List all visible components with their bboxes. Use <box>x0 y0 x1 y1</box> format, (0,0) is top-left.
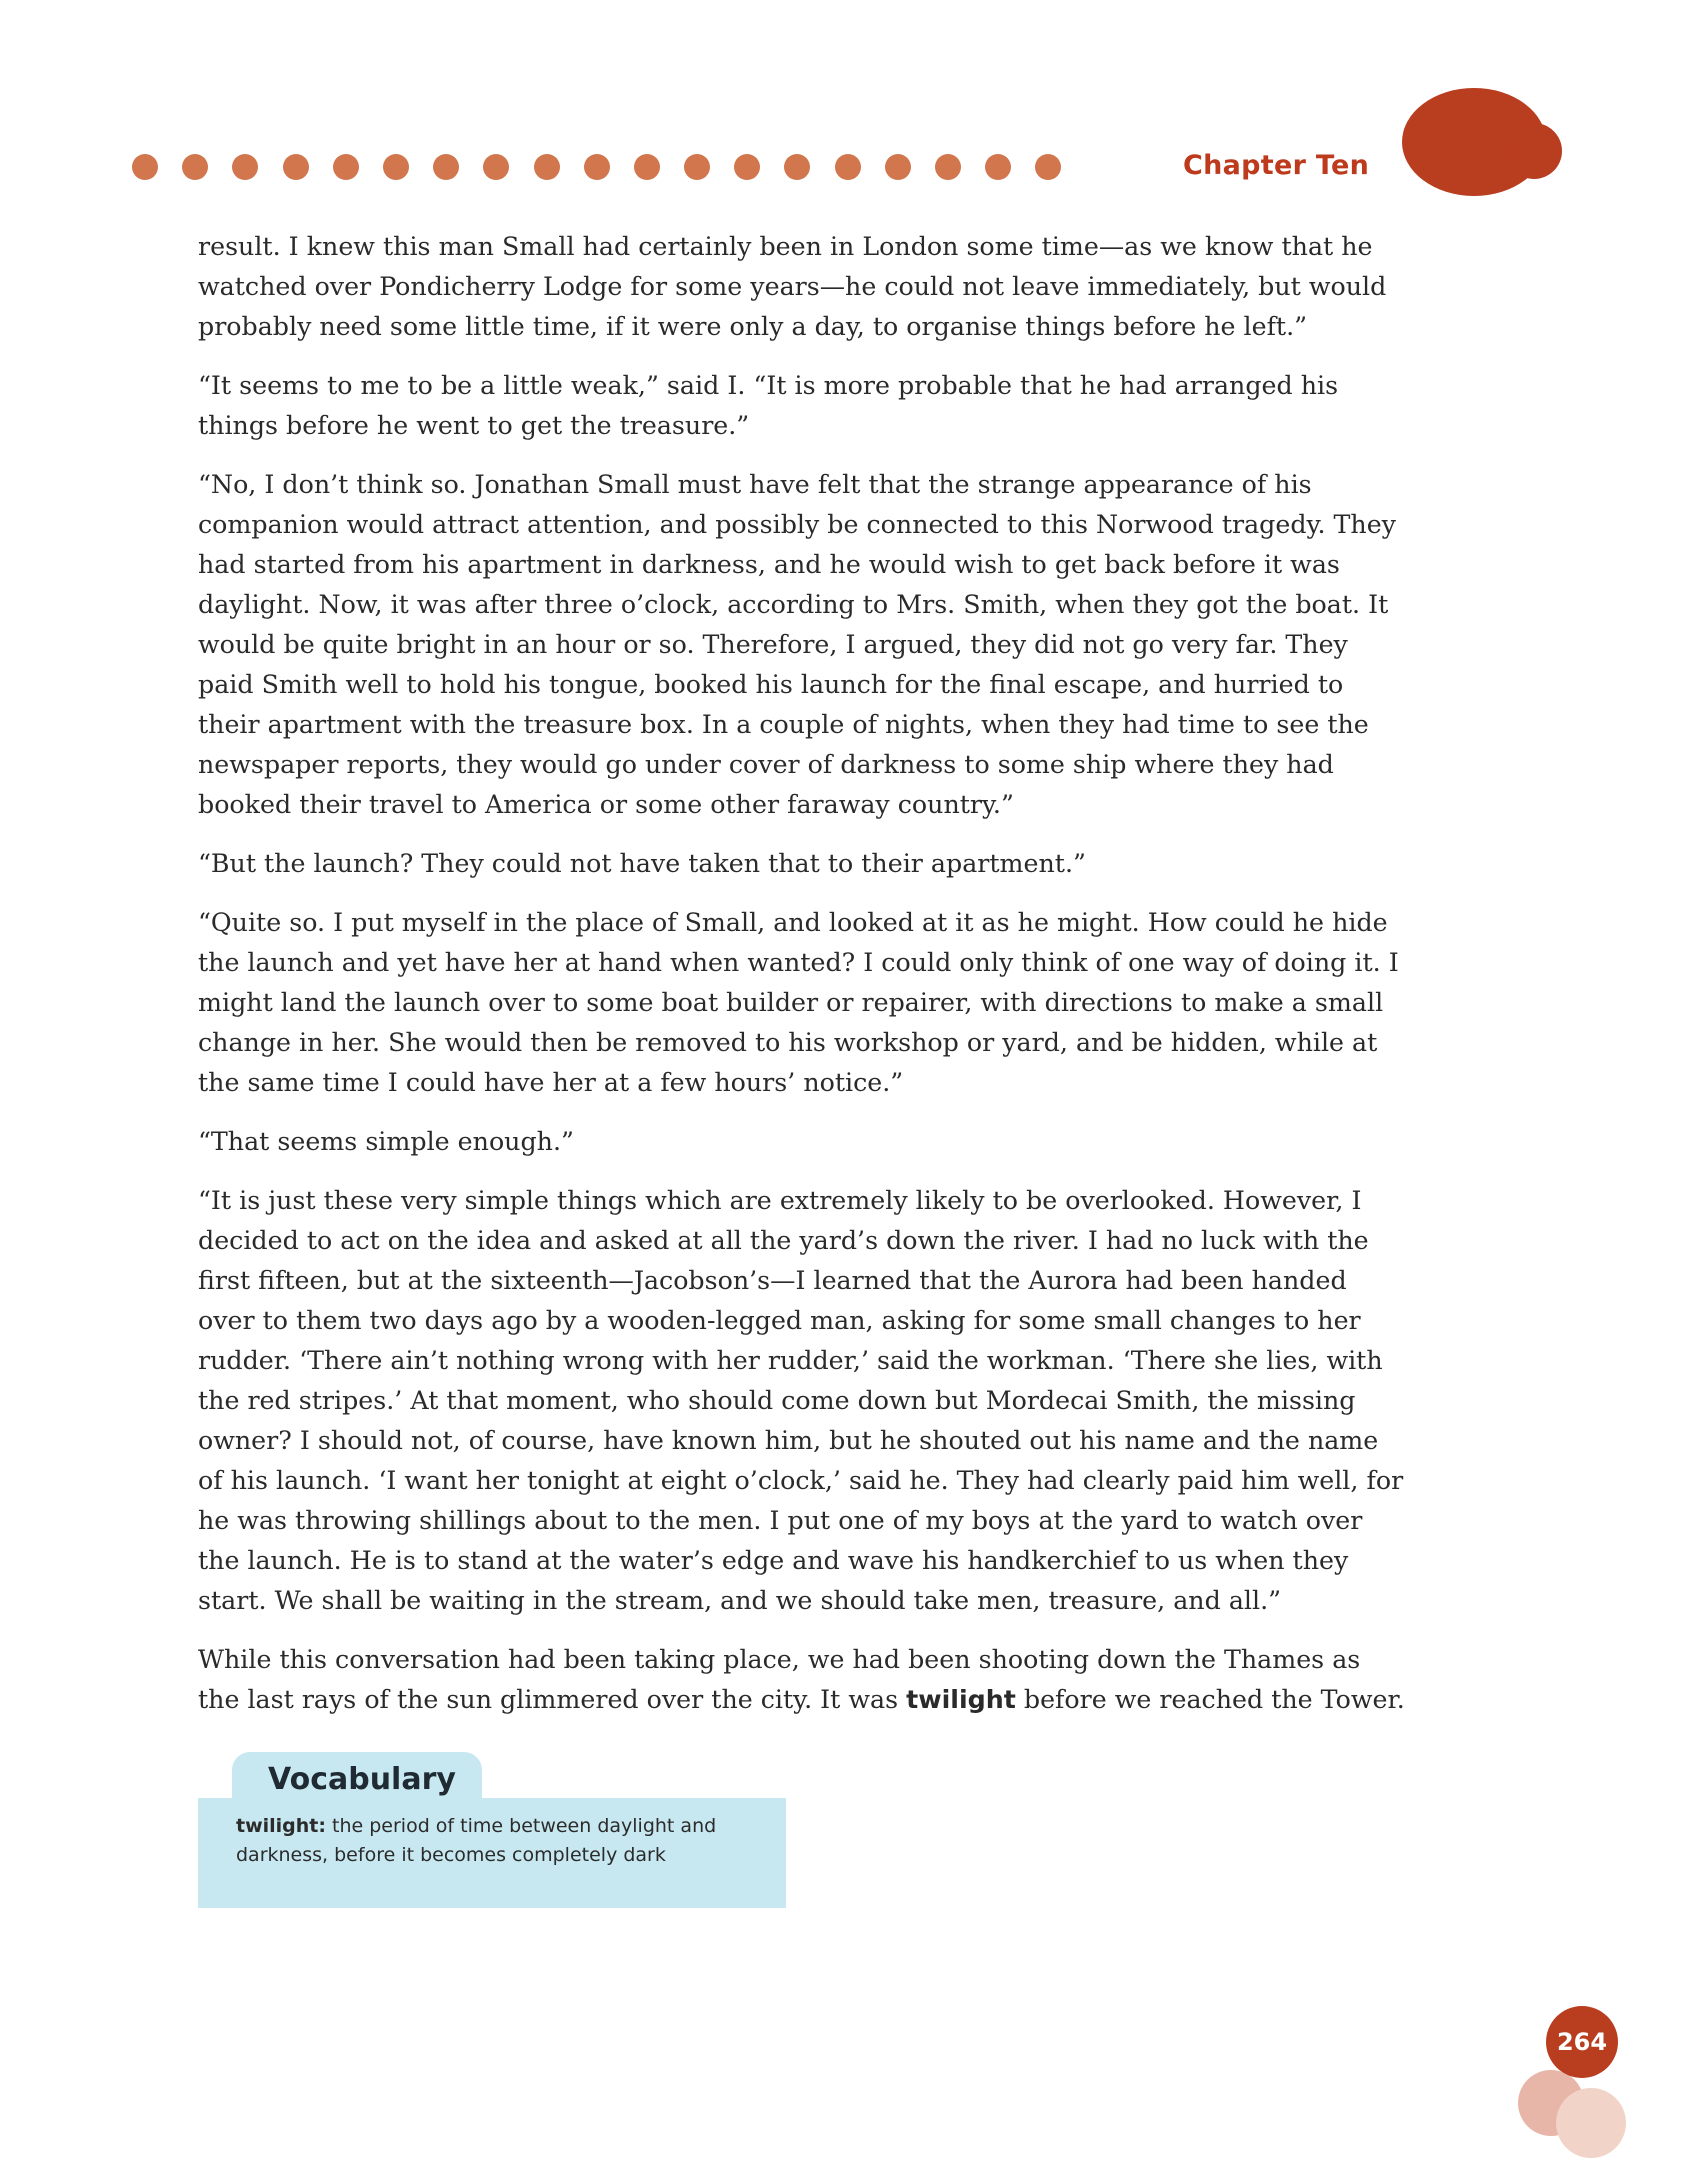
paragraph: “But the launch? They could not have taken that to their apartment.” <box>198 849 1086 878</box>
paragraph: result. I knew this man Small had certainly been in London some time—as we know that he watched over Pondicherry Lodge for some years—he could not leave immediately, but would probably need some little time, if it were only a day, to organise things before he left.” <box>198 232 1387 341</box>
decorative-dot <box>584 154 610 180</box>
decorative-dot <box>232 154 258 180</box>
paragraph: “Quite so. I put myself in the place of Small, and looked at it as he might. How could he hide the launch and yet have her at hand when wanted? I could only think of one way of doing it. I might land the launch over to some boat builder or repairer, with directions to make a small change in her. She would then be removed to his workshop or yard, and be hidden, while at the same time I could have her at a few hours’ notice.” <box>198 908 1399 1097</box>
decorative-dot <box>835 154 861 180</box>
text-run: before we reached the Tower. <box>1015 1685 1405 1714</box>
chapter-heading: Chapter Ten <box>1183 150 1370 181</box>
decorative-dot <box>634 154 660 180</box>
paragraph: “No, I don’t think so. Jonathan Small must have felt that the strange appearance of his companion would attract attention, and possibly be connected to this Norwood tragedy. They had started from his apartment in darkness, and he would wish to get back before it was daylight. Now, it was after three o’clock, according to Mrs. Smith, when they got the boat. It would be quite bright in an hour or so. Therefore, I argued, they did not go very far. They paid Smith well to hold his tongue, booked his launch for the final escape, and hurried to their apartment with the treasure box. In a couple of nights, when they had time to see the newspaper reports, they would go under cover of darkness to some ship where they had booked their travel to America or some other faraway country.” <box>198 470 1396 819</box>
vocabulary-title: Vocabulary <box>268 1762 456 1797</box>
page-number: 264 <box>1546 2006 1618 2078</box>
decorative-dot <box>534 154 560 180</box>
page-decoration <box>1556 2088 1626 2158</box>
decorative-dot <box>935 154 961 180</box>
decorative-dot <box>333 154 359 180</box>
paragraph-final <box>198 1640 1408 1720</box>
decorative-dot <box>784 154 810 180</box>
vocabulary-meaning: the period of time between daylight and darkness, before it becomes completely dark <box>236 1815 717 1866</box>
story-text <box>198 227 1408 1739</box>
decorative-dot-row <box>132 154 1061 180</box>
decorative-dot <box>483 154 509 180</box>
text-run: While this conversation had been taking place, we had been shooting down the Thames as the last rays of the sun glimmered over the city. It was <box>198 1645 1361 1714</box>
decorative-dot <box>283 154 309 180</box>
decorative-dot <box>684 154 710 180</box>
decorative-circle-small <box>1506 123 1562 179</box>
decorative-dot <box>1035 154 1061 180</box>
paragraph: “It is just these very simple things which are extremely likely to be overlooked. However, I decided to act on the idea and asked at all the yard’s down the river. I had no luck with the first fifteen, but at the sixteenth—Jacobson’s—I learned that the Aurora had been handed over to them two days ago by a wooden-legged man, asking for some small changes to her rudder. ‘There ain’t nothing wrong with her rudder,’ said the workman. ‘There she lies, with the red stripes.’ At that moment, who should come down but Mordecai Smith, the missing owner? I should not, of course, have known him, but he shouted out his name and the name of his launch. ‘I want her tonight at eight o’clock,’ said he. They had clearly paid him well, for he was throwing shillings about to the men. I put one of my boys at the yard to watch over the launch. He is to stand at the water’s edge and wave his handkerchief to us when they start. We shall be waiting in the stream, and we should take men, treasure, and all.” <box>198 1186 1404 1615</box>
decorative-dot <box>383 154 409 180</box>
vocab-keyword: twilight <box>906 1685 1016 1714</box>
vocabulary-term: twilight: <box>236 1815 326 1837</box>
paragraph: “That seems simple enough.” <box>198 1127 574 1156</box>
paragraph: “It seems to me to be a little weak,” said I. “It is more probable that he had arranged his things before he went to get the treasure.” <box>198 371 1339 440</box>
decorative-dot <box>433 154 459 180</box>
vocabulary-definition <box>236 1812 756 1870</box>
decorative-dot <box>132 154 158 180</box>
decorative-dot <box>985 154 1011 180</box>
decorative-dot <box>885 154 911 180</box>
decorative-dot <box>734 154 760 180</box>
decorative-dot <box>182 154 208 180</box>
